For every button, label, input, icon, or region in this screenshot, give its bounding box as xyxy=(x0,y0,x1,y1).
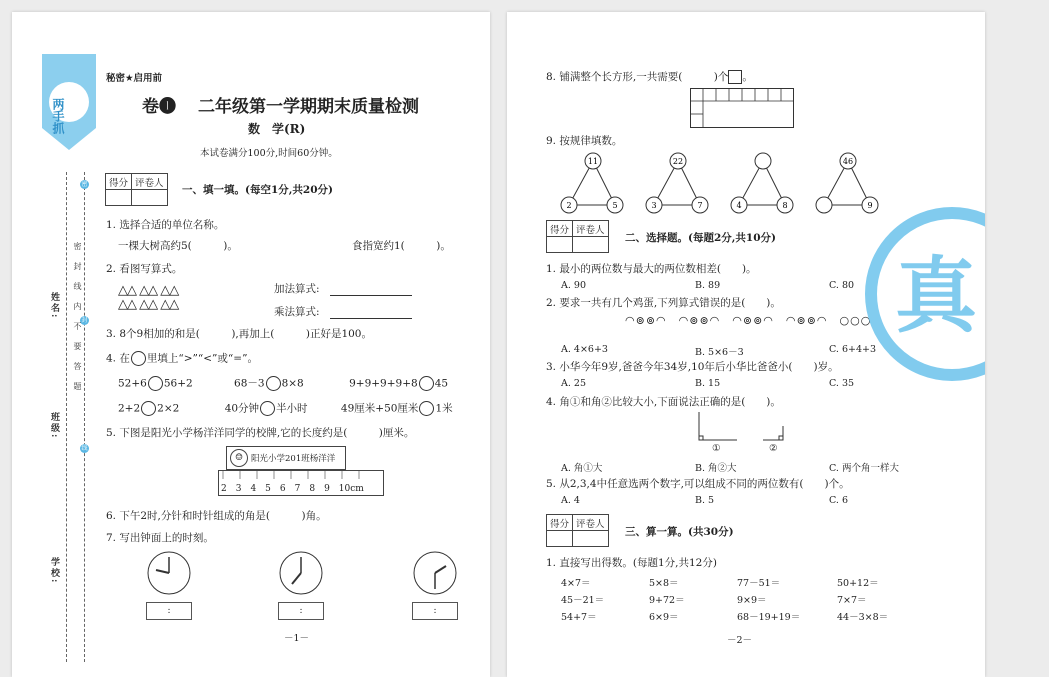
compare-row-2: 2+2 2×2 40分钟 半小时 49厘米+50厘米 1米 xyxy=(118,402,453,415)
question-1b: 食指宽约1( )。 xyxy=(352,240,451,252)
option[interactable]: C. 35 xyxy=(829,378,855,389)
angles-figure xyxy=(697,412,787,444)
option[interactable]: C. 6 xyxy=(829,495,849,506)
exam-page-1 xyxy=(12,12,490,677)
calc-item: 9+72＝ xyxy=(649,595,685,606)
triangle-pattern-figure xyxy=(557,152,887,216)
time-answer-box[interactable]: : xyxy=(412,602,458,620)
choice-q4: 4. 角①和角②比较大小,下面说法正确的是( )。 xyxy=(546,396,781,408)
seal-dot-icon: 密 xyxy=(81,181,88,188)
calc-item: 4×7＝ xyxy=(561,578,591,589)
angle-label: ① xyxy=(712,443,721,454)
option[interactable]: B. 5×6－3 xyxy=(695,347,744,358)
calc-item: 7×7＝ xyxy=(837,595,867,606)
calc-item: 68－19+19＝ xyxy=(737,612,801,623)
tri-num: 46 xyxy=(842,157,854,166)
watermark-stamp: 真 xyxy=(865,207,985,381)
page-number: －2－ xyxy=(727,635,753,646)
confidential-mark: 秘密★启用前 xyxy=(106,73,163,84)
calc-item: 9×9＝ xyxy=(737,595,767,606)
clock-icon xyxy=(412,550,458,596)
calc-item: 5×8＝ xyxy=(649,578,679,589)
exam-info: 本试卷满分100分,时间60分钟。 xyxy=(200,148,338,159)
question-7: 7. 写出钟面上的时刻。 xyxy=(106,532,214,544)
calc-question-1: 1. 直接写出得数。(每题1分,共12分) xyxy=(546,557,717,569)
choice-q1: 1. 最小的两位数与最大的两位数相差( )。 xyxy=(546,263,757,275)
exam-page-2 xyxy=(507,12,985,677)
option[interactable]: C. 6+4+3 xyxy=(829,344,877,355)
tri-num: 8 xyxy=(782,201,788,210)
page-title: 二年级第一学期期末质量检测 xyxy=(198,97,419,117)
eggs-figure: ◠⊚⊚◠ ◠⊚⊚◠ ◠⊚⊚◠ ◠⊚⊚◠ ○○○ xyxy=(625,314,872,327)
section-heading: 二、选择题。(每题2分,共10分) xyxy=(625,232,777,244)
score-table: 得分 评卷人 xyxy=(546,220,609,253)
name-label: 姓名: xyxy=(49,292,59,320)
section-heading: 三、算一算。(共30分) xyxy=(625,526,734,538)
volume-label: 卷❶ xyxy=(142,97,176,117)
calc-item: 50+12＝ xyxy=(837,578,879,589)
question-2: 2. 看图写算式。 xyxy=(106,263,183,275)
ruler-ticks xyxy=(219,471,383,479)
option[interactable]: B. 15 xyxy=(695,378,721,389)
tri-num: 7 xyxy=(697,201,703,210)
page-number: －1－ xyxy=(284,633,310,644)
option[interactable]: A. 90 xyxy=(561,280,586,291)
mul-formula-label: 乘法算式: xyxy=(274,306,320,318)
subject-title: 数 学(R) xyxy=(248,122,306,136)
question-8: 8. 铺满整个长方形,一共需要( )个 。 xyxy=(546,71,753,83)
option[interactable]: C. 两个角一样大 xyxy=(829,463,899,474)
tri-num: 11 xyxy=(587,157,599,166)
tri-num: 3 xyxy=(651,201,657,210)
tri-num: 2 xyxy=(566,201,572,210)
score-table: 得分 评卷人 xyxy=(546,514,609,547)
seal-dot-icon: 封 xyxy=(81,317,88,324)
question-1a: 一棵大树高约5( )。 xyxy=(118,240,238,252)
tri-num: 9 xyxy=(867,201,873,210)
tri-num: 22 xyxy=(672,157,684,166)
question-1: 1. 选择合适的单位名称。 xyxy=(106,219,225,231)
question-9: 9. 按规律填数。 xyxy=(546,135,623,147)
logo-badge xyxy=(38,54,100,154)
choice-q3: 3. 小华今年9岁,爸爸今年34岁,10年后小华比爸爸小( )岁。 xyxy=(546,361,839,373)
ruler-numbers: 2 3 4 5 6 7 8 9 10cm xyxy=(221,484,364,494)
option[interactable]: A. 25 xyxy=(561,378,586,389)
question-5: 5. 下图是阳光小学杨洋洋同学的校牌,它的长度约是( )厘米。 xyxy=(106,427,415,439)
question-4: 4. 在 里填上“>”“<”或“=”。 xyxy=(106,352,258,365)
compare-row-1: 52+6 56+2 68－3 8×8 9+9+9+9+8 45 xyxy=(118,377,449,390)
option[interactable]: A. 4×6+3 xyxy=(561,344,608,355)
school-badge: ☺ 阳光小学201班杨洋洋 xyxy=(226,446,346,470)
tri-num: 5 xyxy=(612,201,618,210)
tri-num: 4 xyxy=(736,201,742,210)
rectangle-grid-figure xyxy=(690,88,794,128)
calc-item: 45－21＝ xyxy=(561,595,605,606)
question-3: 3. 8个9相加的和是( ),再加上( )正好是100。 xyxy=(106,328,372,340)
class-label: 班级: xyxy=(49,412,59,440)
seal-line-text: 密 封 线 内 不 要 答 题 xyxy=(73,242,82,392)
option[interactable]: A. 角①大 xyxy=(561,463,603,474)
question-6: 6. 下午2时,分针和时针组成的角是( )角。 xyxy=(106,510,327,522)
option[interactable]: A. 4 xyxy=(561,495,580,506)
choice-q5: 5. 从2,3,4中任意选两个数字,可以组成不同的两位数有( )个。 xyxy=(546,478,850,490)
time-answer-box[interactable]: : xyxy=(146,602,192,620)
seal-dot-icon: 线 xyxy=(81,445,88,452)
triangles-figure: △△ △△ △△ △△ △△ △△ xyxy=(118,283,179,312)
score-table: 得分 评卷人 xyxy=(105,173,168,206)
calc-item: 44－3×8＝ xyxy=(837,612,889,623)
clock-icon xyxy=(278,550,324,596)
clock-icon xyxy=(146,550,192,596)
school-label: 学校: xyxy=(49,557,59,585)
option[interactable]: B. 5 xyxy=(695,495,715,506)
logo-text: 两手抓 xyxy=(51,98,65,134)
calc-item: 54+7＝ xyxy=(561,612,597,623)
add-formula-label: 加法算式: xyxy=(274,283,320,295)
option[interactable]: C. 80 xyxy=(829,280,855,291)
angle-label: ② xyxy=(769,443,778,454)
calc-item: 77－51＝ xyxy=(737,578,781,589)
calc-item: 6×9＝ xyxy=(649,612,679,623)
option[interactable]: B. 89 xyxy=(695,280,721,291)
option[interactable]: B. 角②大 xyxy=(695,463,737,474)
ruler xyxy=(218,470,384,496)
binding-strip xyxy=(12,72,100,662)
choice-q2: 2. 要求一共有几个鸡蛋,下列算式错误的是( )。 xyxy=(546,297,781,309)
section-heading: 一、填一填。(每空1分,共20分) xyxy=(182,184,334,196)
time-answer-box[interactable]: : xyxy=(278,602,324,620)
